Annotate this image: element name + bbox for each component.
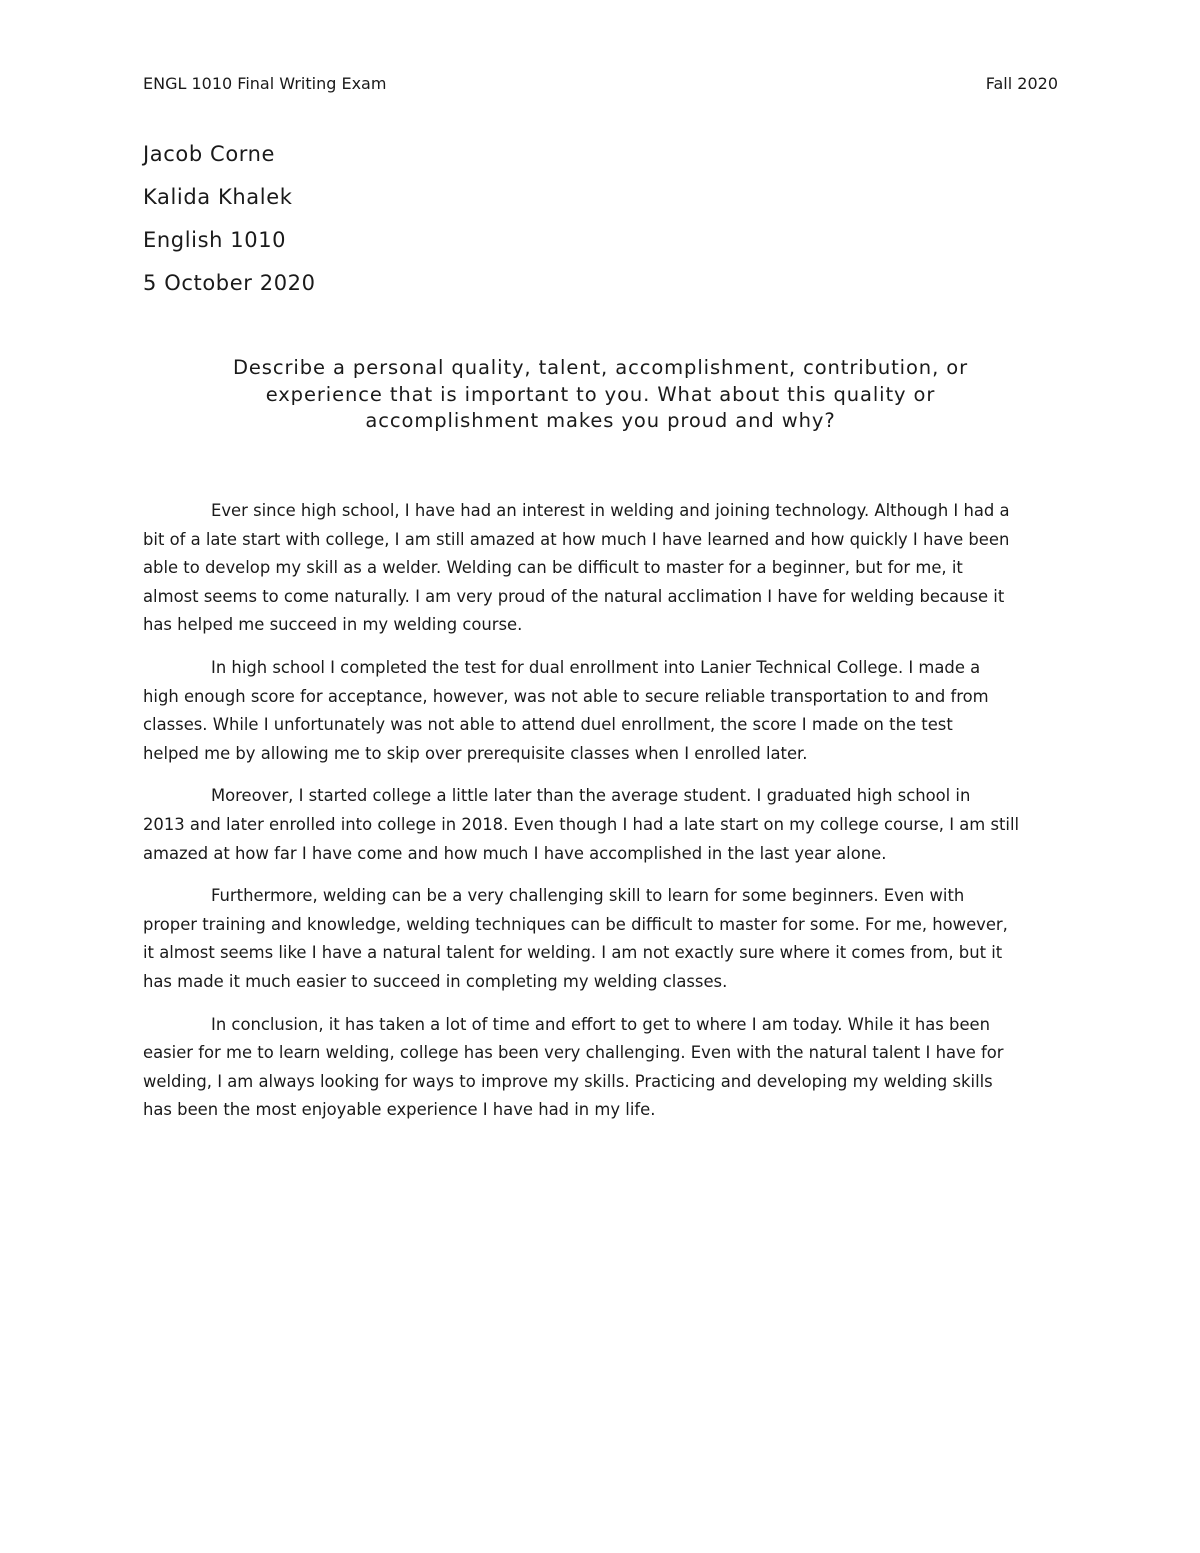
course-name: English 1010 [143, 228, 287, 252]
paragraph-1 [143, 497, 1058, 640]
body-line: amazed at how far I have come and how much I have accomplished in the last year alone. [143, 843, 887, 863]
body-line: bit of a late start with college, I am still amazed at how much I have learned and how quickly I have been [143, 529, 1010, 549]
student-name: Jacob Corne [143, 142, 276, 166]
mla-heading [143, 140, 316, 312]
body-line: Moreover, I started college a little later than the average student. I graduated high school in [211, 786, 971, 806]
body-line: has been the most enjoyable experience I have had in my life. [143, 1100, 656, 1120]
body-line: Furthermore, welding can be a very challenging skill to learn for some beginners. Even with [211, 886, 965, 906]
body-line: has helped me succeed in my welding course. [143, 615, 523, 635]
body-line: high enough score for acceptance, however, was not able to secure reliable transportation to and from [143, 686, 989, 706]
body-line: In conclusion, it has taken a lot of time and effort to get to where I am today. While it has been [211, 1014, 991, 1034]
body-line: almost seems to come naturally. I am very proud of the natural acclimation I have for welding because it [143, 586, 1005, 606]
body-line: In high school I completed the test for dual enrollment into Lanier Technical College. I made a [211, 657, 981, 677]
body-line: it almost seems like I have a natural talent for welding. I am not exactly sure where it comes from, but it [143, 943, 1003, 963]
paragraph-5 [143, 1011, 1058, 1125]
paragraph-2 [143, 654, 1058, 768]
body-line: welding, I am always looking for ways to improve my skills. Practicing and developing my welding skills [143, 1071, 993, 1091]
prompt-line: Describe a personal quality, talent, accomplishment, contribution, or [232, 356, 969, 379]
essay-prompt [143, 355, 1058, 435]
prompt-line: experience that is important to you. What about this quality or [265, 382, 936, 406]
body-line: easier for me to learn welding, college has been very challenging. Even with the natural talent I have for [143, 1043, 1004, 1063]
paragraph-4 [143, 882, 1058, 996]
prompt-line: accomplishment makes you proud and why? [365, 409, 836, 432]
body-line: helped me by allowing me to skip over prerequisite classes when I enrolled later. [143, 743, 808, 763]
body-line: classes. While I unfortunately was not able to attend duel enrollment, the score I made on the test [143, 715, 953, 735]
header-term: Fall 2020 [985, 74, 1058, 93]
header-course-title: ENGL 1010 Final Writing Exam [143, 74, 387, 93]
running-header [143, 74, 1058, 93]
body-line: 2013 and later enrolled into college in 2018. Even though I had a late start on my college course, I am still [143, 814, 1020, 834]
body-line: Ever since high school, I have had an interest in welding and joining technology. Although I had a [211, 501, 1010, 520]
body-line: able to develop my skill as a welder. Welding can be difficult to master for a beginner, but for me, it [143, 558, 963, 578]
paragraph-3 [143, 782, 1058, 868]
essay-body [143, 497, 1058, 1139]
submission-date: 5 October 2020 [143, 271, 316, 295]
body-line: proper training and knowledge, welding techniques can be difficult to master for some. For me, however, [143, 914, 1008, 934]
instructor-name: Kalida Khalek [143, 185, 293, 209]
body-line: has made it much easier to succeed in completing my welding classes. [143, 971, 728, 991]
